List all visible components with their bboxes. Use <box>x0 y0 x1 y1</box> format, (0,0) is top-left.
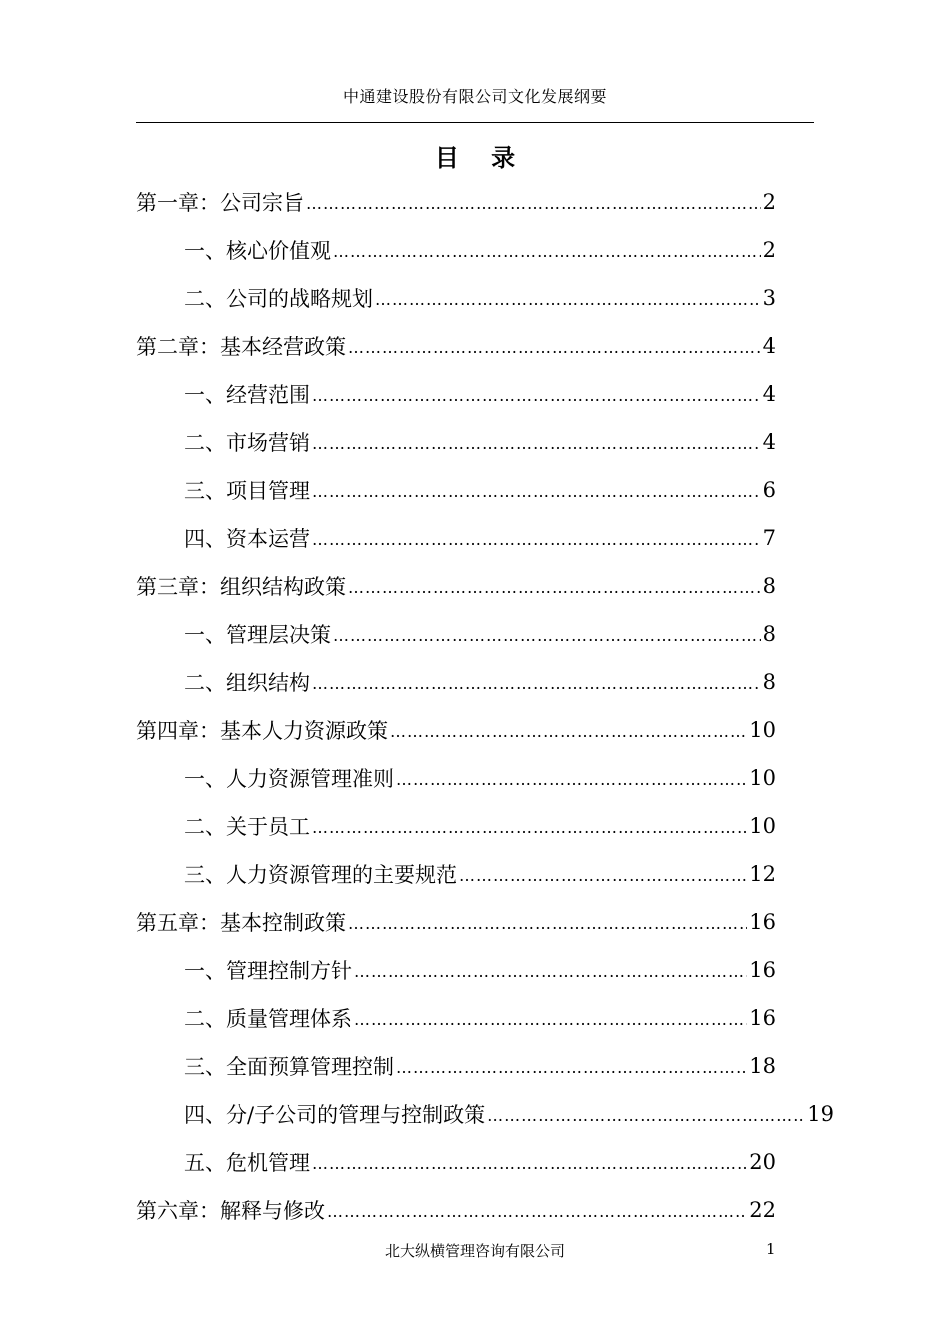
toc-entry-page: 18 <box>749 1054 776 1078</box>
toc-leader-dots <box>333 242 761 261</box>
toc-leader-dots <box>348 578 761 597</box>
toc-leader-dots <box>375 290 761 309</box>
toc-entry-page: 10 <box>749 766 776 790</box>
toc-leader-dots <box>312 818 747 837</box>
toc-entry-page: 8 <box>762 622 776 646</box>
toc-entry-page: 16 <box>749 958 776 982</box>
toc-entry-page: 20 <box>749 1150 776 1174</box>
toc-leader-dots <box>312 434 761 453</box>
toc-leader-dots <box>312 386 761 405</box>
toc-entry-section[interactable] <box>136 466 776 514</box>
toc-entry-chapter-1[interactable] <box>136 178 776 226</box>
toc-leader-dots <box>354 1010 747 1029</box>
toc-leader-dots <box>327 1202 747 1221</box>
toc-entry-page: 16 <box>749 910 776 934</box>
toc-entry-section[interactable] <box>136 610 776 658</box>
toc-entry-label: 三、全面预算管理控制 <box>184 1055 394 1079</box>
toc-entry-label: 一、管理层决策 <box>184 623 331 647</box>
toc-leader-dots <box>348 914 747 933</box>
toc-entry-page: 12 <box>749 862 776 886</box>
toc-leader-dots <box>396 1058 747 1077</box>
toc-entry-page: 7 <box>762 526 776 550</box>
toc-entry-section[interactable] <box>136 514 776 562</box>
toc-leader-dots <box>459 866 747 885</box>
toc-leader-dots <box>390 722 747 741</box>
toc-entry-section[interactable] <box>136 418 776 466</box>
toc-entry-label: 第二章：基本经营政策 <box>136 335 346 359</box>
toc-entry-label: 二、质量管理体系 <box>184 1007 352 1031</box>
toc-entry-page: 10 <box>749 814 776 838</box>
toc-entry-section[interactable] <box>136 754 776 802</box>
toc-entry-section[interactable] <box>136 994 776 1042</box>
toc-entry-section[interactable] <box>136 274 776 322</box>
toc-entry-label: 四、分/子公司的管理与控制政策 <box>184 1103 486 1127</box>
footer-company-name: 北大纵横管理咨询有限公司 <box>384 1242 565 1260</box>
toc-entry-chapter-4[interactable] <box>136 706 776 754</box>
toc-entry-label: 一、人力资源管理准则 <box>184 767 394 791</box>
toc-leader-dots <box>333 626 761 645</box>
toc-entry-page: 4 <box>762 382 776 406</box>
toc-entry-section[interactable] <box>136 802 776 850</box>
toc-entry-page: 6 <box>762 478 776 502</box>
toc-entry-page: 10 <box>749 718 776 742</box>
toc-entry-label: 二、关于员工 <box>184 815 310 839</box>
toc-entry-label: 一、管理控制方针 <box>184 959 352 983</box>
toc-entry-label: 三、项目管理 <box>184 479 310 503</box>
footer-page-number: 1 <box>766 1240 776 1258</box>
toc-entry-page: 19 <box>807 1102 834 1126</box>
toc-entry-page: 4 <box>762 430 776 454</box>
table-of-contents <box>136 178 834 1234</box>
toc-entry-section[interactable] <box>136 658 776 706</box>
toc-entry-label: 一、核心价值观 <box>184 239 331 263</box>
toc-entry-label: 第五章：基本控制政策 <box>136 911 346 935</box>
toc-leader-dots <box>396 770 747 789</box>
toc-entry-section[interactable] <box>136 1138 776 1186</box>
toc-entry-label: 第三章：组织结构政策 <box>136 575 346 599</box>
toc-leader-dots <box>312 482 761 501</box>
toc-leader-dots <box>306 194 761 213</box>
toc-entry-page: 2 <box>762 190 776 214</box>
toc-entry-page: 3 <box>762 286 776 310</box>
toc-entry-page: 8 <box>762 670 776 694</box>
toc-leader-dots <box>354 962 747 981</box>
toc-leader-dots <box>487 1106 805 1125</box>
toc-entry-label: 二、组织结构 <box>184 671 310 695</box>
toc-entry-page: 22 <box>749 1198 776 1222</box>
toc-entry-section[interactable] <box>136 1090 834 1138</box>
toc-entry-label: 一、经营范围 <box>184 383 310 407</box>
toc-entry-label: 三、人力资源管理的主要规范 <box>184 863 457 887</box>
toc-title: 目 录 <box>434 143 528 172</box>
toc-entry-page: 4 <box>762 334 776 358</box>
toc-entry-label: 五、危机管理 <box>184 1151 310 1175</box>
toc-leader-dots <box>348 338 761 357</box>
toc-leader-dots <box>312 1154 747 1173</box>
toc-entry-label: 四、资本运营 <box>184 527 310 551</box>
toc-entry-page: 2 <box>762 238 776 262</box>
toc-entry-label: 第一章：公司宗旨 <box>136 191 304 215</box>
toc-entry-label: 二、市场营销 <box>184 431 310 455</box>
toc-entry-label: 第四章：基本人力资源政策 <box>136 719 388 743</box>
header-divider <box>136 122 814 123</box>
toc-entry-page: 8 <box>762 574 776 598</box>
toc-entry-chapter-6[interactable] <box>136 1186 776 1234</box>
toc-entry-label: 二、公司的战略规划 <box>184 287 373 311</box>
toc-leader-dots <box>312 530 761 549</box>
toc-entry-section[interactable] <box>136 226 776 274</box>
document-header-title: 中通建设股份有限公司文化发展纲要 <box>342 87 607 106</box>
toc-entry-chapter-3[interactable] <box>136 562 776 610</box>
toc-entry-chapter-2[interactable] <box>136 322 776 370</box>
toc-entry-label: 第六章：解释与修改 <box>136 1199 325 1223</box>
toc-entry-section[interactable] <box>136 370 776 418</box>
toc-entry-chapter-5[interactable] <box>136 898 776 946</box>
toc-entry-section[interactable] <box>136 1042 776 1090</box>
toc-entry-section[interactable] <box>136 850 776 898</box>
toc-entry-page: 16 <box>749 1006 776 1030</box>
toc-leader-dots <box>312 674 761 693</box>
toc-entry-section[interactable] <box>136 946 776 994</box>
